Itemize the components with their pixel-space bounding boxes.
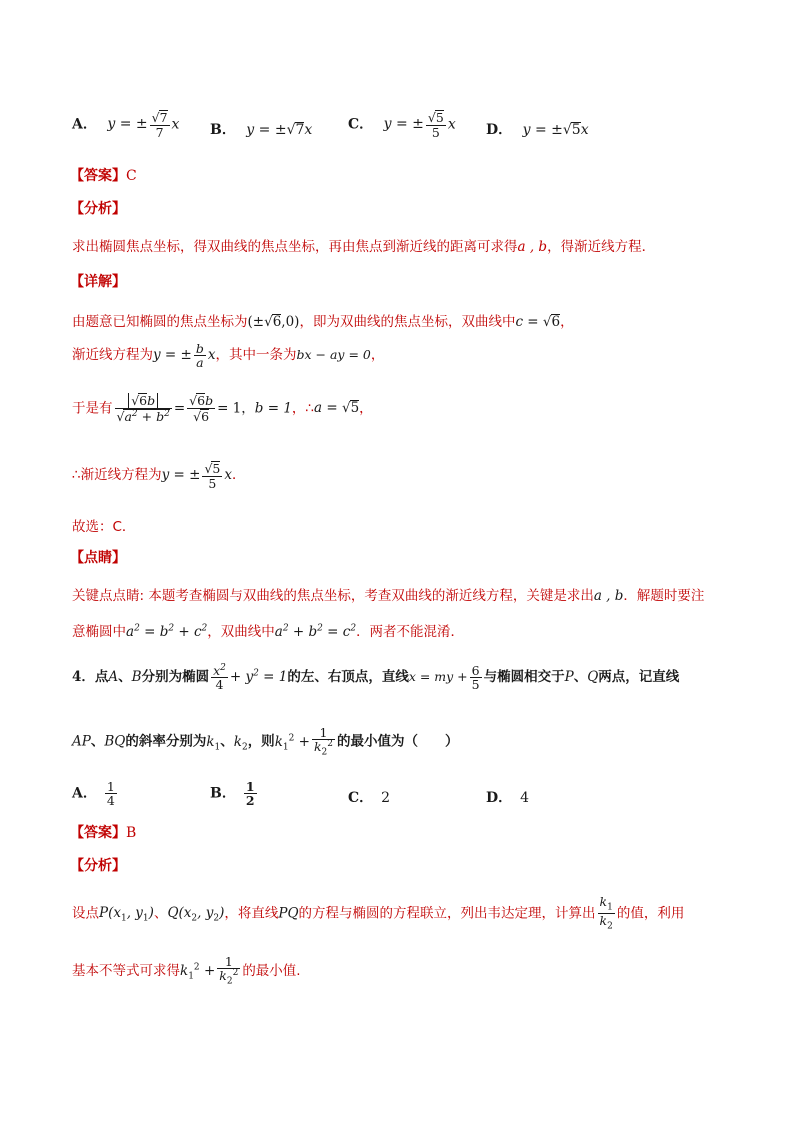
q3-answer-value: C xyxy=(126,168,137,184)
q3-detail-line4 xyxy=(72,461,245,490)
q3-option-c-lhs: y = ± xyxy=(383,116,424,133)
q4-an1-d: 的方程与椭圆的方程联立，列出韦达定理，计算出 xyxy=(298,905,596,922)
q4-line-bq: BQ xyxy=(104,733,126,750)
q4-sep3: 、 xyxy=(90,733,105,750)
q3-option-c xyxy=(348,110,456,139)
q4-t8: 的最小值为（ ） xyxy=(337,733,459,750)
q4-k2: $k_2$ xyxy=(233,733,248,753)
q4-sep2: 、 xyxy=(573,669,588,686)
q3-detail-line1-a: 由题意已知椭圆的焦点坐标为 xyxy=(72,314,248,330)
q4-option-d-label: D． xyxy=(486,790,513,806)
q3-detail-line3-d: ，∴ xyxy=(291,400,314,417)
q4-stem-line1 xyxy=(72,664,679,691)
q4-t4: 与椭圆相交于 xyxy=(483,669,565,686)
q4-option-a xyxy=(72,780,119,807)
q3-detail-line3: 于是有 $\frac{√6b}{√a^2 + b^2}$ = $\frac{√6b}{√6}$ = 1，b = 1，∴a = √5， xyxy=(72,393,373,424)
q4-an2-expr: $k_1^2$ + xyxy=(180,962,216,982)
q3-detail-distance-frac: $\frac{√6b}{√a^2 + b^2}$ xyxy=(116,393,170,424)
q3-detail-a-value: a = √5 xyxy=(314,400,360,417)
q3-analysis-tail: ，得渐近线方程． xyxy=(547,239,656,255)
q3-choose: 故选：C． xyxy=(72,519,136,535)
q3-detail-focus-coord: (±√6,0) xyxy=(247,314,300,330)
q3-detail-line3-b: = 1， xyxy=(217,400,255,417)
q4-an2-b: 的最小值. xyxy=(242,963,301,980)
q4-an1-c: ，将直线 xyxy=(224,905,279,922)
q4-option-c xyxy=(348,787,390,807)
q4-option-d-value: 4 xyxy=(520,790,530,806)
q3-answer-tag: 【答案】 xyxy=(70,168,126,184)
q4-point-q-coord: $Q(x_2$, $y_2$) xyxy=(167,905,225,925)
q4-ellipse-rest: + $y^2 = 1$ xyxy=(229,668,288,686)
q3-option-d-label: D． xyxy=(486,122,513,138)
q4-option-a-frac: $\frac{1}{4}$ xyxy=(106,779,115,809)
q3-analysis-body: 求出椭圆焦点坐标，得双曲线的焦点坐标，再由焦点到渐近线的距离可求得 xyxy=(72,239,518,255)
q3-analysis-vars: a , b xyxy=(517,239,548,255)
q3-comment-hyperbola-rel: $a^2 + b^2 = c^2$ xyxy=(274,623,357,640)
q3-detail-line1-c: ， xyxy=(560,314,574,330)
q3-detail-line4-a: ∴渐近线方程为 xyxy=(72,466,162,483)
q4-analysis-tag: 【分析】 xyxy=(70,858,126,874)
q3-detail-line2 xyxy=(72,342,384,369)
q4-an2-a: 基本不等式可求得 xyxy=(72,963,180,980)
q3-option-b-lhs: y = ± xyxy=(246,122,287,138)
q3-detail-final-eq: y = ± $\frac{√5}{5}$ x xyxy=(161,461,232,491)
q3-answer xyxy=(70,165,137,185)
q3-option-c-fraction: $\frac{√5}{5}$ xyxy=(427,110,444,140)
q4-answer-value: B xyxy=(126,825,137,841)
q4-t5: 两点，记直线 xyxy=(598,669,680,686)
q4-line-ap: AP xyxy=(72,733,91,750)
q4-ratio-frac: $\frac{k_1}{k_2}$ xyxy=(599,894,613,932)
q3-option-a-label: A． xyxy=(72,116,97,133)
q3-option-b: B． y = ±√7x xyxy=(210,122,313,138)
q4-an1-b: 、 xyxy=(153,905,168,922)
q3-option-a-fraction: $\frac{√7}{7}$ xyxy=(151,110,168,140)
q3-detail-line2-c: ， xyxy=(370,347,385,364)
q4-t7: ，则 xyxy=(247,733,275,750)
q4-ellipse-x-frac: $\frac{x^2}{4}$ xyxy=(213,663,226,693)
q3-analysis-text xyxy=(72,235,655,255)
q3-option-d-var: x xyxy=(580,122,589,138)
q4-expr: $k_1^2$ + xyxy=(274,733,310,753)
q3-comment-line2-c: ．两者不能混淆． xyxy=(356,624,465,640)
q3-detail-line1 xyxy=(72,310,574,330)
q4-analysis-line1 xyxy=(72,895,684,932)
q4-option-c-label: C． xyxy=(348,790,374,806)
q4-option-d xyxy=(486,787,529,807)
q3-option-c-var: x xyxy=(447,116,456,133)
q3-comment-body: 关键点点睛: 本题考查椭圆与双曲线的焦点坐标，考查双曲线的渐近线方程，关键是求出 xyxy=(72,588,594,604)
q4-analysis-line2 xyxy=(72,955,301,987)
q4-point-q: Q xyxy=(587,669,599,686)
q4-answer-tag: 【答案】 xyxy=(70,825,126,841)
q3-option-d-lhs: y = ± xyxy=(522,122,563,138)
q3-option-b-label: B． xyxy=(210,122,236,138)
q3-comment-line1 xyxy=(72,584,704,604)
q3-option-b-var: x xyxy=(304,122,313,138)
q4-point-p-coord: $P(x_1$, $y_1$) xyxy=(99,905,154,925)
q3-detail-tag: 【详解】 xyxy=(70,274,126,290)
q3-comment-ellipse-rel: $a^2 = b^2 + c^2$ xyxy=(126,623,208,640)
q4-line-eq: x = my + xyxy=(408,669,468,685)
q3-detail-line3-a: 于是有 xyxy=(72,400,113,417)
q3-comment-line2-b: ，双曲线中 xyxy=(207,624,275,640)
q3-detail-line1-b: ，即为双曲线的焦点坐标，双曲线中 xyxy=(299,314,516,330)
q4-an2-frac: $\frac{1}{k_2^2}$ xyxy=(219,954,239,987)
q3-analysis-tag: 【分析】 xyxy=(70,201,126,217)
q3-option-a-lhs: y = ± xyxy=(107,116,148,133)
q3-detail-line-eq: bx − ay = 0 xyxy=(296,347,371,363)
q4-point-p: P xyxy=(564,669,574,686)
q3-detail-line4-b: ． xyxy=(231,466,246,483)
q4-option-b-frac: $\frac{1}{2}$ xyxy=(245,779,255,809)
q3-detail-line2-a: 渐近线方程为 xyxy=(72,347,153,364)
q4-option-c-value: 2 xyxy=(381,790,391,806)
q4-t3: 的左、右顶点，直线 xyxy=(287,669,409,686)
q3-option-a xyxy=(72,110,179,139)
q4-t2: 分别为椭圆 xyxy=(141,669,210,686)
q4-line-frac: $\frac{6}{5}$ xyxy=(471,663,480,693)
q3-comment-line2-a: 意椭圆中 xyxy=(72,624,126,640)
q4-an1-a: 设点 xyxy=(72,905,99,922)
q3-option-d-radicand: 5 xyxy=(571,122,581,138)
q3-detail-line2-b: ，其中一条为 xyxy=(215,347,297,364)
q4-option-a-label: A． xyxy=(72,785,97,802)
q4-point-a: A xyxy=(108,669,119,686)
q4-expr-frac: $\frac{1}{k_2^2}$ xyxy=(313,725,333,758)
q4-option-b-label: B． xyxy=(210,785,236,802)
q3-comment-tag: 【点睛】 xyxy=(70,550,126,566)
q3-detail-line3-e: ， xyxy=(359,400,373,417)
q4-number: 4． xyxy=(72,669,95,686)
q4-line-pq: PQ xyxy=(278,905,299,922)
q4-point-b: B xyxy=(131,669,142,686)
q3-detail-c-eq: c = √6 xyxy=(515,314,561,330)
q4-option-b xyxy=(210,780,259,807)
q3-detail-simplified-frac: $\frac{√6b}{√6}$ xyxy=(189,393,214,424)
q3-option-a-var: x xyxy=(171,116,180,133)
q3-comment-line2 xyxy=(72,620,464,640)
q4-stem-line2 xyxy=(72,726,459,758)
q4-k1: $k_1$ xyxy=(206,733,221,753)
q3-comment-tail: ．解题时要注 xyxy=(623,588,705,604)
q4-sep1: 、 xyxy=(118,669,132,686)
q3-option-c-label: C． xyxy=(348,116,374,133)
q3-detail-asymptote: y = ± $\frac{b}{a}$ x xyxy=(153,341,216,371)
q3-comment-vars: a , b xyxy=(593,588,624,604)
q4-sep4: 、 xyxy=(220,733,234,750)
q4-t6: 的斜率分别为 xyxy=(125,733,207,750)
q3-detail-b-value: b = 1 xyxy=(254,400,292,417)
q3-option-b-radicand: 7 xyxy=(295,122,305,138)
q3-option-d: D． y = ±√5x xyxy=(486,122,589,138)
q4-t1: 点 xyxy=(94,669,109,686)
q4-an1-e: 的值，利用 xyxy=(616,905,685,922)
q4-answer xyxy=(70,822,136,842)
